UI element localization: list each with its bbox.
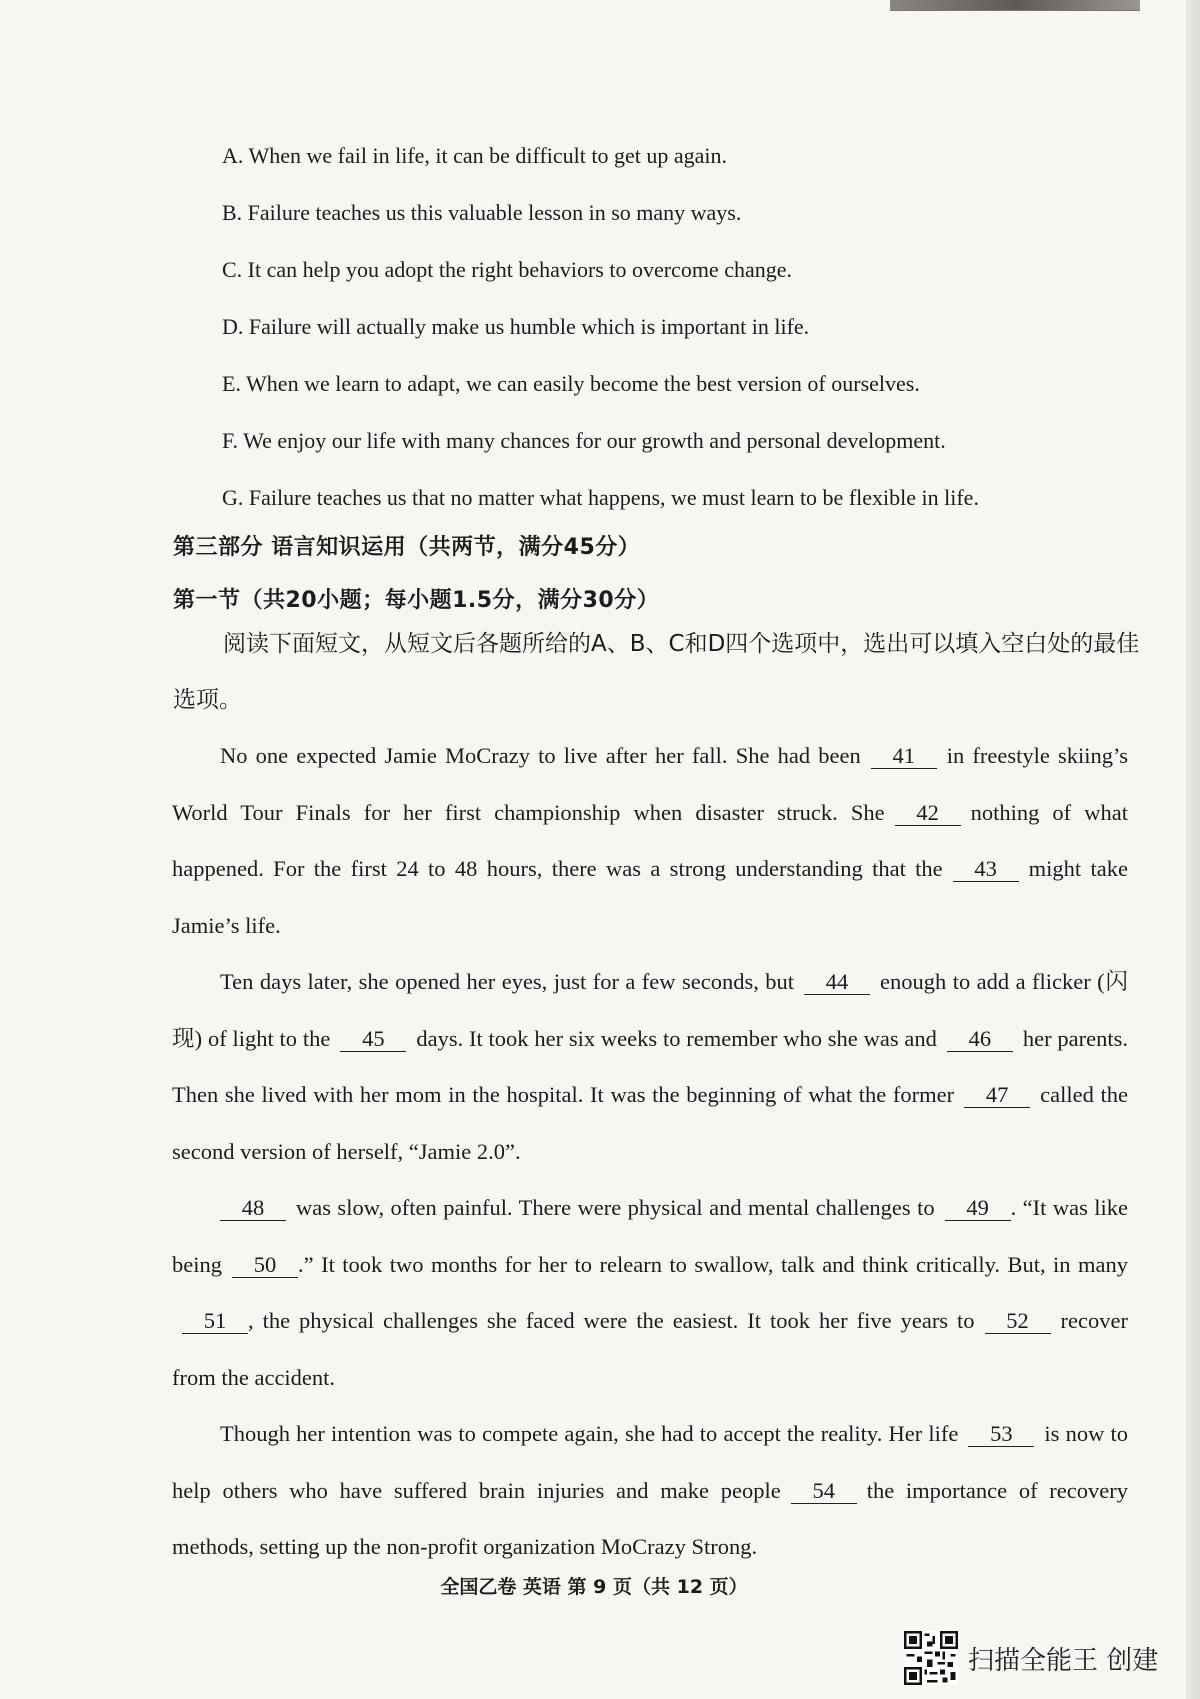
instruction: 阅读下面短文，从短文后各题所给的A、B、C和D四个选项中，选出可以填入空白处的最佳选项。 [173,631,1140,713]
text: her parents. Then she lived with her mom in the hospital. It was the beginning of what the former [172,1025,1129,1107]
option-f: F. We enjoy our life with many chances for our growth and personal development. [222,428,946,453]
option-g: G. Failure teaches us that no matter what happens, we must learn to be flexible in life. [222,485,979,510]
qr-code-icon [904,1631,958,1685]
section-heading: 第一节（共20小题；每小题1.5分，满分30分） [173,588,660,613]
text: days. It took her six weeks to remember who she was and [416,1025,937,1051]
scan-artifact-strip [890,0,1140,11]
text: Though her intention was to compete again, she had to accept the reality. Her life [220,1421,959,1446]
paragraph-1 [172,728,1128,954]
blank-53: 53 [968,1422,1034,1447]
scanner-watermark [904,1630,1158,1686]
watermark-text: 扫描全能王 创建 [968,1645,1159,1676]
option-c: C. It can help you adopt the right behaviors to overcome change. [222,257,792,282]
blank-50: 50 [232,1253,298,1278]
paragraph-2 [172,954,1128,1180]
text: in freestyle skiing’s World Tour Finals for her first championship when disaster struck. She [172,743,1128,825]
paragraph-4 [172,1406,1128,1576]
text: . “It was like being [172,1195,1129,1277]
paragraph-3 [172,1180,1128,1406]
cloze-passage [172,728,1128,1576]
blank-47: 47 [964,1083,1030,1108]
blank-52: 52 [985,1309,1051,1334]
blank-46: 46 [947,1027,1013,1052]
text: .” It took two months for her to relearn to swallow, talk and think critically. But, in many [298,1251,1128,1277]
text: called the second version of herself, “Jamie 2.0”. [172,1082,1129,1164]
text: was slow, often painful. There were physical and mental challenges to [296,1195,935,1220]
scan-edge [1186,0,1200,1699]
blank-49: 49 [945,1196,1011,1221]
text: Ten days later, she opened her eyes, just for a few seconds, but [220,969,795,994]
blank-42: 42 [895,801,961,826]
blank-44: 44 [804,970,870,995]
text: the importance of recovery methods, setting up the non-profit organization MoCrazy Strong. [172,1477,1128,1559]
blank-48: 48 [220,1196,286,1221]
text: recover from the accident. [172,1308,1128,1390]
option-e: E. When we learn to adapt, we can easily become the best version of ourselves. [222,371,920,396]
text: No one expected Jamie MoCrazy to live after her fall. She had been [220,743,861,768]
blank-54: 54 [791,1479,857,1504]
blank-51: 51 [182,1309,248,1334]
blank-45: 45 [340,1027,406,1052]
text: , the physical challenges she faced were the easiest. It took her five years to [248,1308,975,1333]
text: enough to add a flicker (闪现) of light to the [172,969,1128,1051]
text: nothing of what happened. For the first 24 to 48 hours, there was a strong understanding that the [172,799,1128,881]
part-heading: 第三部分 语言知识运用（共两节，满分45分） [173,535,641,560]
blank-43: 43 [953,857,1019,882]
text: is now to help others who have suffered brain injuries and make people [172,1421,1129,1503]
option-b: B. Failure teaches us this valuable lesson in so many ways. [222,200,742,225]
blank-41: 41 [871,744,937,769]
answer-options [222,140,1102,539]
option-d: D. Failure will actually make us humble which is important in life. [222,314,810,339]
option-a: A. When we fail in life, it can be difficult to get up again. [222,143,728,168]
page-footer: 全国乙卷 英语 第 9 页（共 12 页） [440,1576,748,1598]
text: might take Jamie’s life. [172,856,1128,938]
